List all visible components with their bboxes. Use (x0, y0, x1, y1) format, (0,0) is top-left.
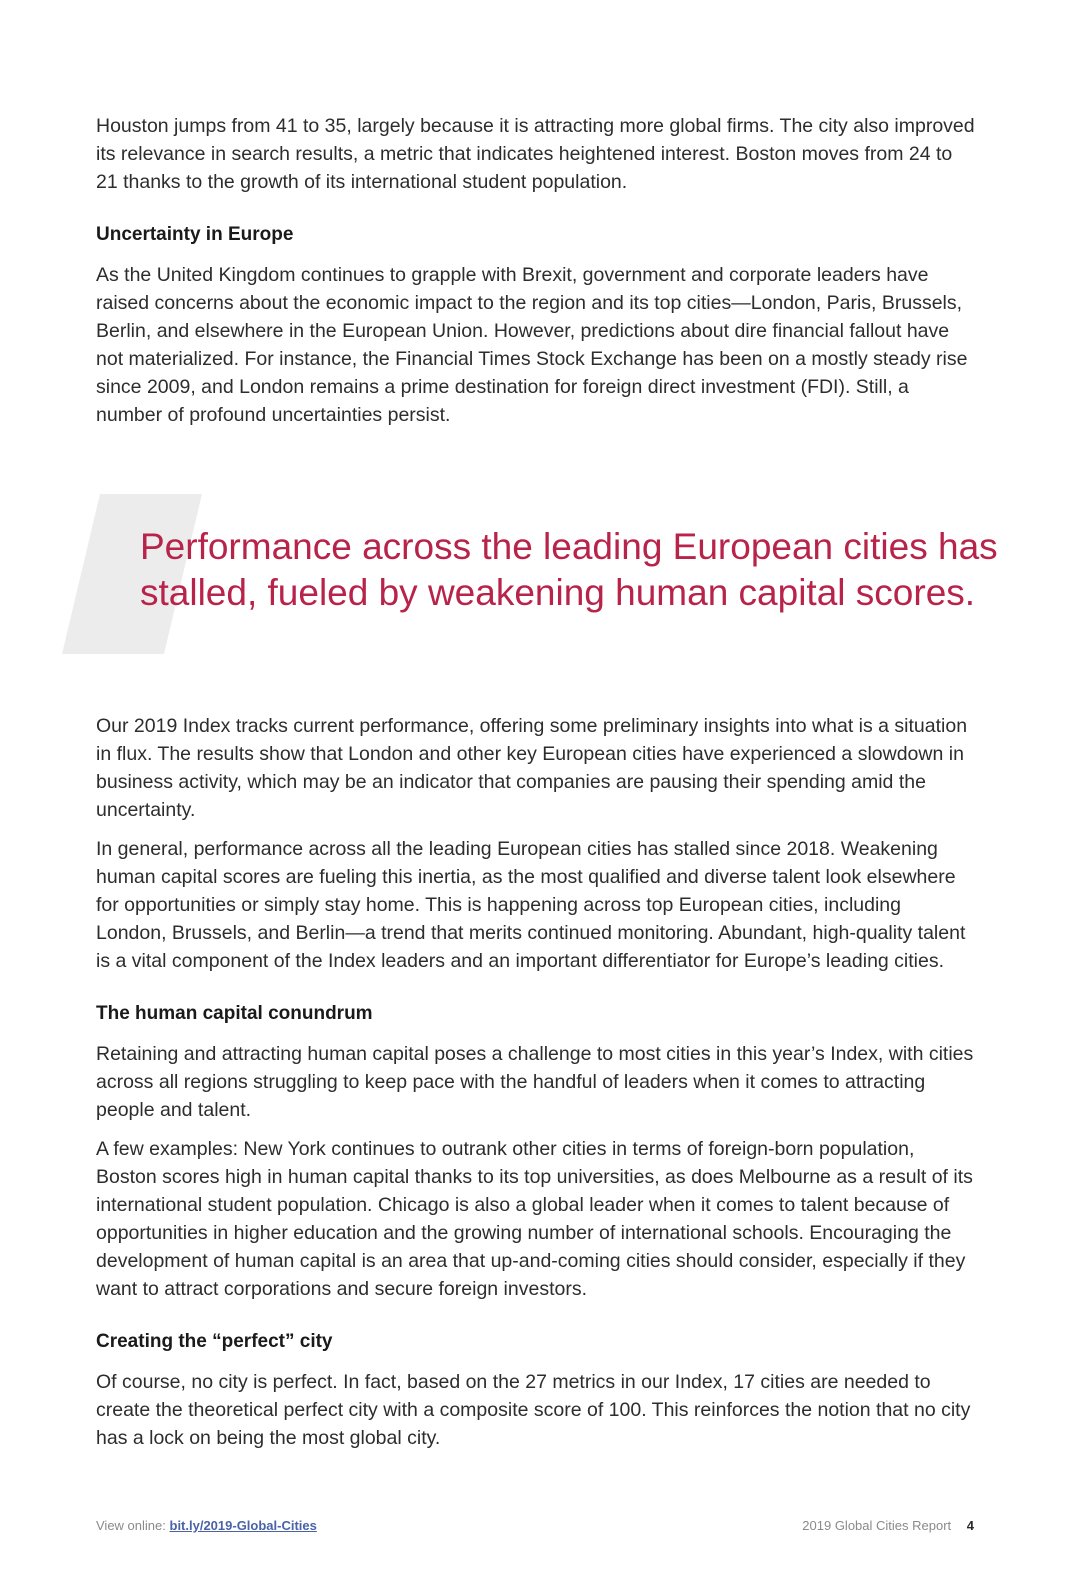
index-paragraph-1: Our 2019 Index tracks current performance, offering some preliminary insights into what is a situation in flux. The results show that London and other key European cities have experienced a slowdown in business activity, which may be an indicator that companies are pausing their spending amid the uncertainty. (96, 715, 968, 821)
perfect-city-heading: Creating the “perfect” city (96, 1331, 333, 1352)
report-link[interactable]: bit.ly/2019-Global-Cities (169, 1518, 317, 1533)
pull-quote (96, 440, 998, 712)
europe-paragraph: As the United Kingdom continues to grapple with Brexit, government and corporate leaders have raised concerns about the economic impact to the region and its top cities—London, Paris, Brussels, Berlin, and elsewhere in the European Union. However, predictions about dire financial fallout have not materialized. For instance, the Financial Times Stock Exchange has been on a mostly steady rise since 2009, and London remains a prime destination for foreign direct investment (FDI). Still, a number of profound uncertainties persist. (96, 264, 968, 426)
human-capital-paragraph-1: Retaining and attracting human capital poses a challenge to most cities in this year’s Index, with cities across all regions struggling to keep pace with the handful of leaders when it comes to attracting people and talent. (96, 1043, 974, 1121)
section-spacer (96, 207, 976, 221)
pull-quote-text: Performance across the leading European cities has stalled, fueled by weakening human capital scores. (140, 526, 998, 613)
footer-view-online (96, 1516, 317, 1536)
page-footer (96, 1516, 974, 1536)
section-spacer (96, 1314, 976, 1328)
document-body (96, 112, 998, 1463)
footer-report-info (802, 1516, 974, 1536)
intro-paragraph: Houston jumps from 41 to 35, largely because it is attracting more global firms. The city also improved its relevance in search results, a metric that indicates heightened interest. Boston moves from 24 to 21 thanks to the growth of its international student population. (96, 115, 975, 193)
section-spacer (96, 986, 976, 1000)
perfect-city-paragraph: Of course, no city is perfect. In fact, based on the 27 metrics in our Index, 17 cities are needed to create the theoretical perfect city with a composite score of 100. This reinforces the notion that no city has a lock on being the most global city. (96, 1371, 971, 1449)
report-title: 2019 Global Cities Report (802, 1518, 952, 1533)
human-capital-paragraph-2: A few examples: New York continues to outrank other cities in terms of foreign-born population, Boston scores high in human capital thanks to its top universities, as does Melbourne as a result of its international student population. Chicago is also a global leader when it comes to talent because of opportunities in higher education and the growing number of international schools. Encouraging the development of human capital is an area that up-and-coming cities should consider, especially if they want to attract corporations and secure foreign investors. (96, 1138, 973, 1300)
view-online-label: View online: (96, 1518, 166, 1533)
page-number: 4 (966, 1518, 974, 1533)
human-capital-heading: The human capital conundrum (96, 1003, 373, 1024)
index-paragraph-2: In general, performance across all the leading European cities has stalled since 2018. Weakening human capital scores are fueling this inertia, as the most qualified and diverse talent look elsewhere for opportunities or simply stay home. This is happening across top European cities, including London, Brussels, and Berlin—a trend that merits continued monitoring. Abundant, high-quality talent is a vital component of the Index leaders and an important differentiator for Europe’s leading cities. (96, 838, 966, 972)
europe-heading: Uncertainty in Europe (96, 224, 294, 245)
